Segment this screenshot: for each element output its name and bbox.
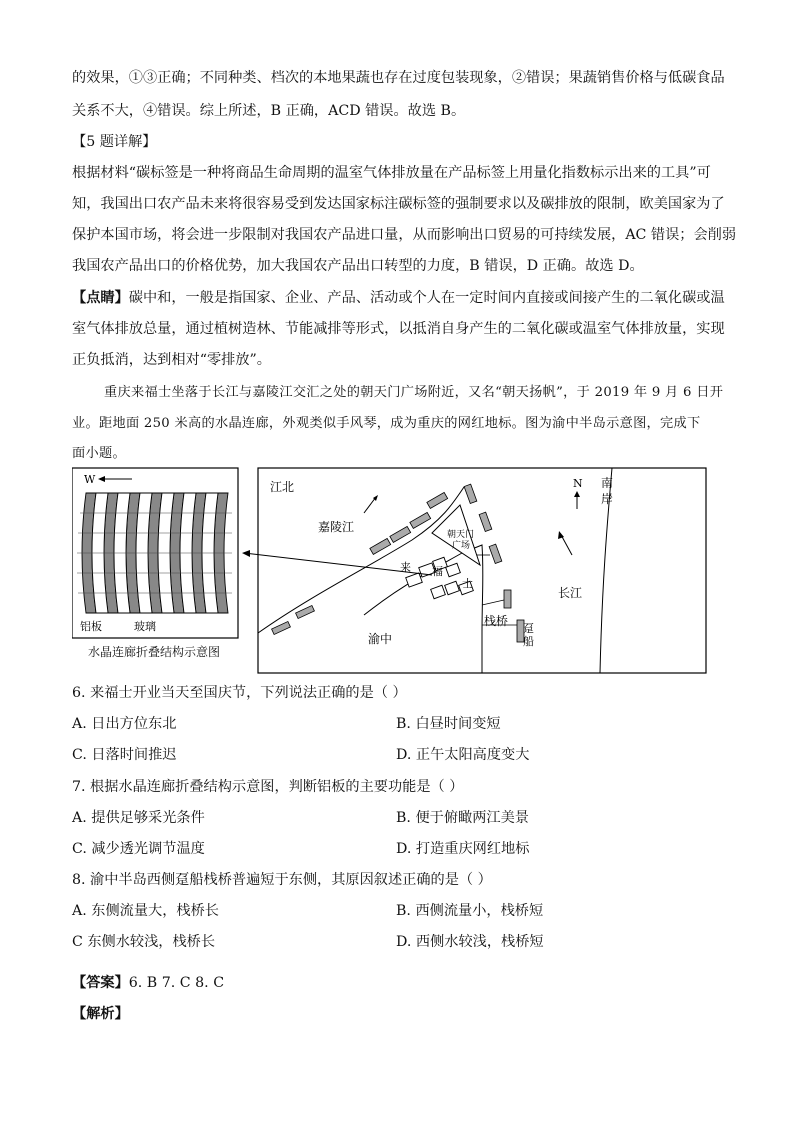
analysis-label: 【解析】 <box>72 1006 129 1022</box>
option: C 东侧水较浅，栈桥长 <box>72 934 216 950</box>
chaotianmen-label-2: 广场 <box>452 541 471 551</box>
jialing-riverbank <box>258 487 464 633</box>
nanan-label-2: 岸 <box>601 492 614 506</box>
option: A. 提供足够采光条件 <box>72 810 205 826</box>
option: A. 东侧流量大，栈桥长 <box>72 903 219 919</box>
option: C. 日落时间推迟 <box>72 747 177 763</box>
dianjing-label: 【点睛】 <box>72 290 129 306</box>
answer-text: 6. B 7. C 8. C <box>128 975 225 991</box>
text-line: 保护本国市场，将会进一步限制对我国农产品进口量，从而影响出口贸易的可持续发展，AC 错误；会削弱 <box>72 227 737 243</box>
question-stem: 6. 来福士开业当天至国庆节，下列说法正确的是（ ） <box>72 685 407 701</box>
yuzhong-label: 渝中 <box>368 632 393 646</box>
raffles-label-1: 来 <box>400 561 411 574</box>
raffles-label-3: 士 <box>462 577 473 590</box>
text-line: 关系不大，④错误。综上所述，B 正确，ACD 错误。故选 B。 <box>72 103 466 119</box>
section-heading: 【5 题详解】 <box>72 134 157 150</box>
option: A. 日出方位东北 <box>72 716 177 732</box>
tingchuan-label-2: 船 <box>523 635 534 648</box>
text-line: 室气体排放总量，通过植树造林、节能减排等形式，以抵消自身产生的二氧化碳或温室气体排放量，实现 <box>72 321 725 337</box>
yuzhong-riverbank <box>364 545 483 673</box>
option: C. 减少透光调节温度 <box>72 841 205 857</box>
tingchuan-label-1: 趸 <box>523 622 534 635</box>
material-line: 业。距地面 250 米高的水晶连廊，外观类似手风琴，成为重庆的网红地标。图为渝中半岛示意图，完成下 <box>72 416 701 431</box>
text-line <box>72 287 725 307</box>
option: B. 白昼时间变短 <box>396 716 501 732</box>
aluminum-label: 铝板 <box>80 620 102 633</box>
north-label: N <box>573 477 583 490</box>
figure-caption: 水晶连廊折叠结构示意图 <box>88 645 221 659</box>
zhanqiao-label: 栈桥 <box>484 614 509 628</box>
nanan-label-1: 南 <box>601 476 614 490</box>
question-stem: 7. 根据水晶连廊折叠结构示意图，判断铝板的主要功能是（ ） <box>72 779 464 795</box>
text-line: 知，我国出口农产品未来将很容易受到发达国家标注碳标签的强制要求以及碳排放的限制，欧美国家为了 <box>72 196 725 212</box>
dianjing-text: 碳中和，一般是指国家、企业、产品、活动或个人在一定时间内直接或间接产生的二氧化碳或温 <box>128 290 725 306</box>
option: B. 西侧流量小，栈桥短 <box>396 903 544 919</box>
text-line: 根据材料“碳标签是一种将商品生命周期的温室气体排放量在产品标签上用量化指数标示出来的工具”可 <box>72 165 711 181</box>
text-line: 我国农产品出口的价格优势，加大我国农产品出口转型的力度，B 错误，D 正确。故选 D。 <box>72 258 644 274</box>
option: D. 打造重庆网红地标 <box>396 841 530 857</box>
changjiang-label: 长江 <box>558 586 583 600</box>
text-line: 正负抵消，达到相对“零排放”。 <box>72 352 271 368</box>
raffles-label-2: 福 <box>432 565 443 578</box>
north-arrowhead-icon <box>574 491 580 497</box>
jialingjiang-label: 嘉陵江 <box>318 520 355 534</box>
link-arrowhead-icon <box>242 550 250 557</box>
jialing-flow-arrow-icon <box>364 497 376 513</box>
question-stem: 8. 渝中半岛西侧趸船栈桥普遍短于东侧，其原因叙述正确的是（ ） <box>72 872 492 888</box>
material-line: 重庆来福士坐落于长江与嘉陵江交汇之处的朝天门广场附近，又名“朝天扬帆”，于 2019 年 9 月 6 日开 <box>104 385 724 400</box>
jiangbei-label: 江北 <box>270 480 295 494</box>
text-line: 的效果，①③正确；不同种类、档次的本地果蔬也存在过度包装现象，②错误；果蔬销售价格与低碳食品 <box>72 70 725 86</box>
option: D. 正午太阳高度变大 <box>396 747 530 763</box>
chaotianmen-label-1: 朝天门 <box>447 530 475 540</box>
material-line: 面小题。 <box>72 446 126 461</box>
west-arrowhead-icon <box>98 476 105 482</box>
option: B. 便于俯瞰两江美景 <box>396 810 529 826</box>
answer-line <box>72 972 224 992</box>
west-label: W <box>84 473 96 486</box>
answer-label: 【答案】 <box>72 975 129 991</box>
glass-label: 玻璃 <box>134 620 156 633</box>
option: D. 西侧水较浅，栈桥短 <box>396 934 544 950</box>
